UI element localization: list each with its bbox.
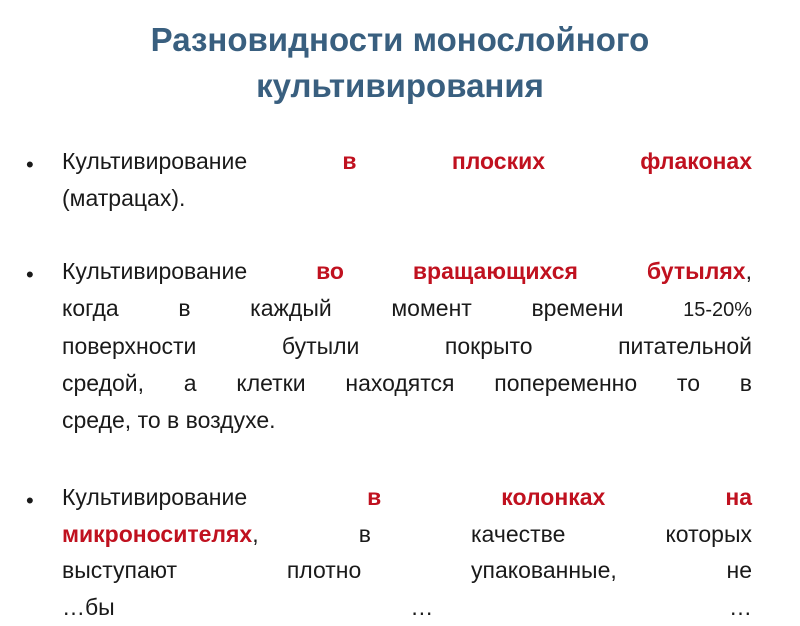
highlight-text: микроносителях — [62, 520, 253, 547]
text-line — [62, 143, 752, 180]
text-segment: Культивирование — [62, 258, 248, 284]
bullet-marker: • — [26, 152, 34, 177]
bullet-marker: • — [26, 488, 34, 513]
text-line — [62, 516, 752, 553]
text-line: …бы … … — [62, 594, 752, 621]
text-segment: , — [745, 258, 752, 284]
text-line: средой, а клетки находятся попеременно то в — [62, 370, 752, 397]
highlight-text: в плоских флаконах — [342, 148, 752, 174]
highlight-text: во вращающихся бутылях — [316, 258, 746, 284]
bullet-item-microcarrier-columns — [62, 479, 752, 626]
text-line — [62, 253, 752, 290]
bullet-item-flat-flasks — [62, 143, 752, 216]
title-line-2: культивирования — [256, 67, 544, 104]
text-line — [62, 290, 752, 329]
text-line: среде, то в воздухе. — [62, 406, 276, 433]
text-segment: , в качестве которых — [252, 520, 752, 547]
highlight-text: в колонках на — [367, 484, 753, 510]
slide-title — [0, 17, 800, 109]
text-segment: когда в каждый момент времени — [62, 294, 624, 321]
text-segment: Культивирование — [62, 148, 248, 174]
text-line: выступают плотно упакованные, не — [62, 557, 752, 584]
text-segment: Культивирование — [62, 484, 248, 510]
bullet-item-rotating-bottles — [62, 253, 752, 439]
text-line: поверхности бутыли покрыто питательной — [62, 333, 752, 360]
text-line: (матрацах). — [62, 184, 186, 211]
bullet-marker: • — [26, 262, 34, 287]
percentage-value: 15-20% — [683, 298, 753, 321]
text-line — [62, 479, 752, 516]
title-line-1: Разновидности монослойного — [150, 21, 650, 58]
